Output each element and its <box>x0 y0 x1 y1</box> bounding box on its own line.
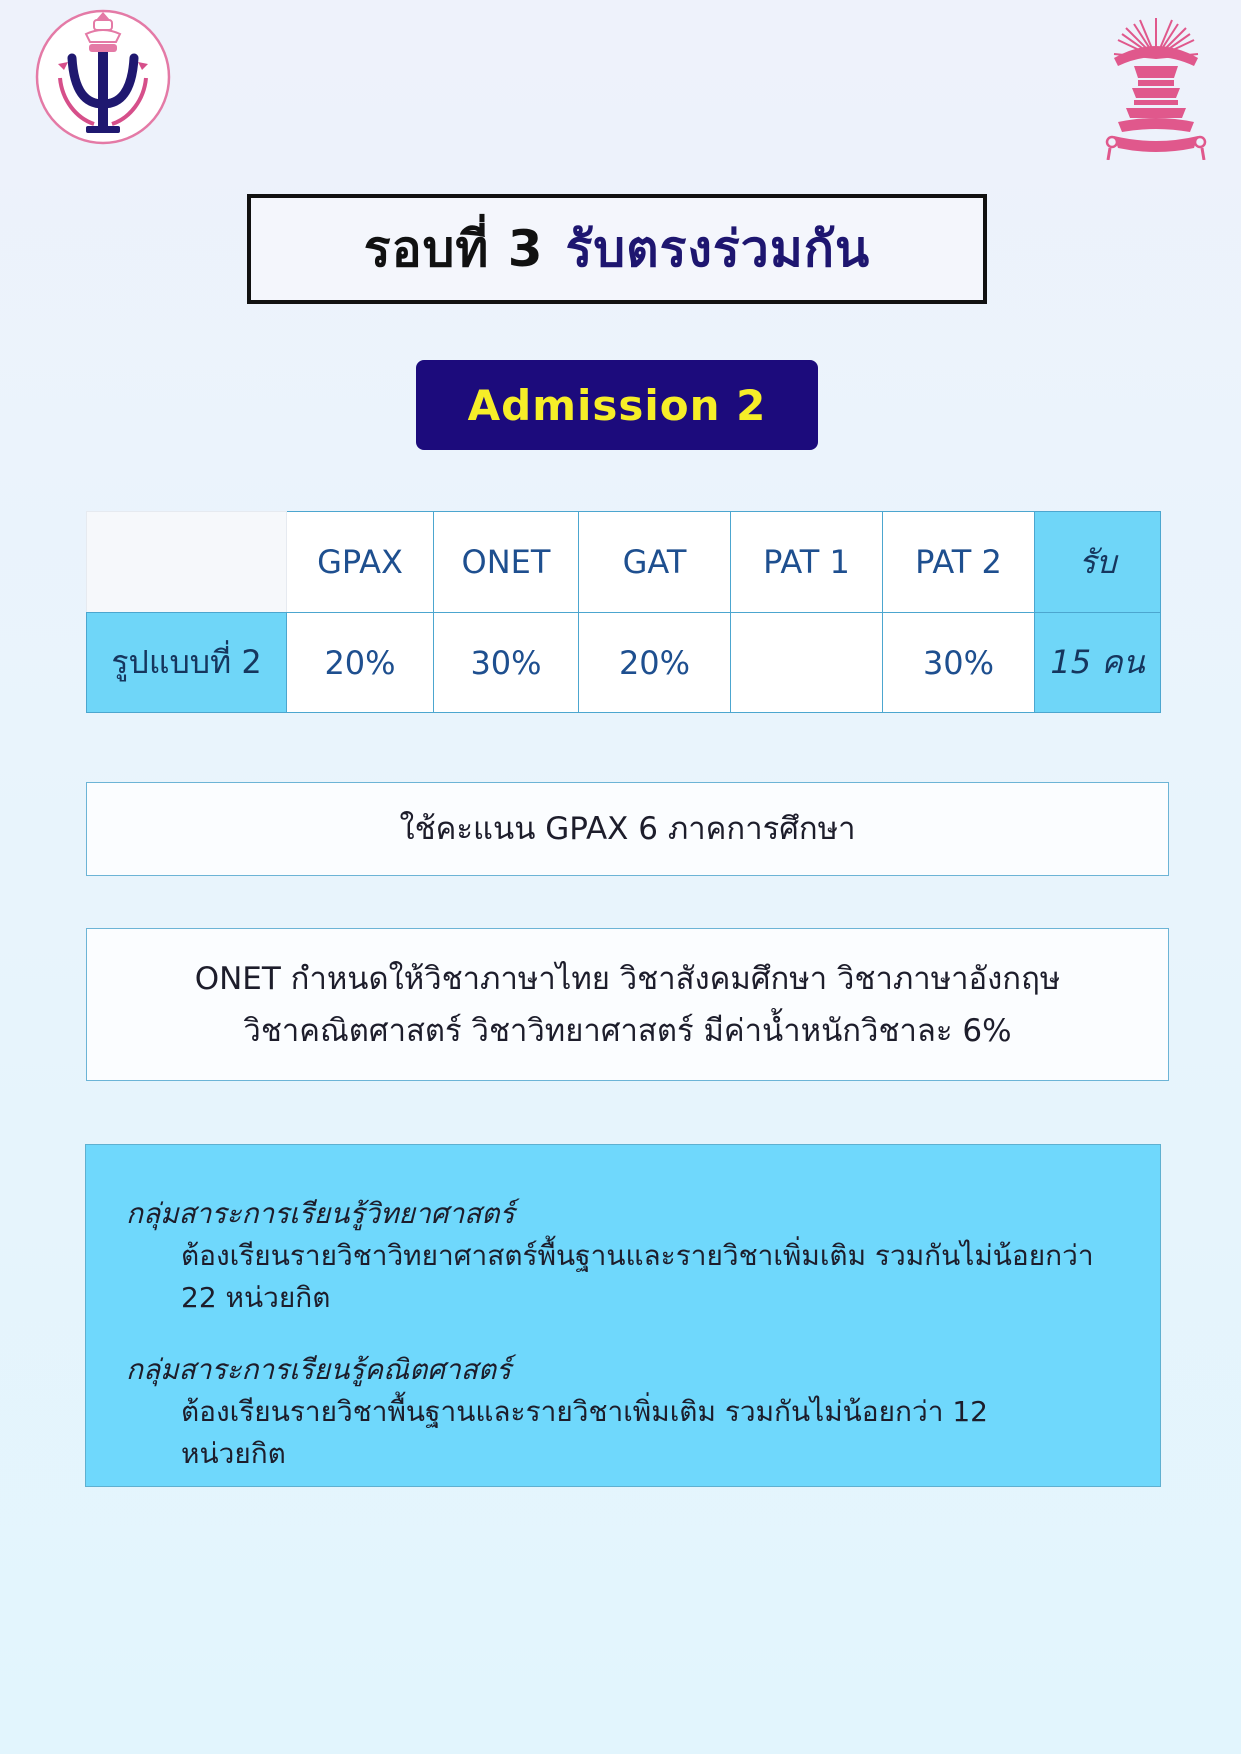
page-title <box>247 194 987 304</box>
header-gpax: GPAX <box>287 512 434 613</box>
header-gat: GAT <box>579 512 731 613</box>
cell-pat2: 30% <box>883 613 1035 713</box>
onet-note-line2: วิชาคณิตศาสตร์ วิชาวิทยาศาสตร์ มีค่าน้ำหนักวิชาละ 6% <box>243 1012 1012 1049</box>
requirement-text: ต้องเรียนรายวิชาวิทยาศาสตร์พื้นฐานและรายวิชาเพิ่มเติม รวมกันไม่น้อยกว่า 22 หน่วยกิต <box>181 1239 1094 1314</box>
requirement-science <box>126 1193 1160 1319</box>
table-row <box>87 613 1161 713</box>
cell-accept-count: 15 คน <box>1035 613 1161 713</box>
gpax-note <box>86 782 1169 876</box>
course-requirements <box>85 1144 1161 1487</box>
requirement-text: ต้องเรียนรายวิชาพื้นฐานและรายวิชาเพิ่มเติม รวมกันไม่น้อยกว่า 12 หน่วยกิต <box>181 1395 988 1470</box>
row-label: รูปแบบที่ 2 <box>87 613 287 713</box>
onet-note <box>86 928 1169 1081</box>
header-pat1: PAT 1 <box>731 512 883 613</box>
header-pat2: PAT 2 <box>883 512 1035 613</box>
title-round: รอบที่ 3 <box>363 219 544 278</box>
cell-pat1 <box>731 613 883 713</box>
cell-gpax: 20% <box>287 613 434 713</box>
table-corner-cell <box>87 512 287 613</box>
requirement-heading: กลุ่มสาระการเรียนรู้คณิตศาสตร์ <box>126 1353 512 1386</box>
chula-phra-kiao-emblem-icon <box>1104 14 1208 160</box>
requirement-math <box>126 1349 1160 1475</box>
requirement-heading: กลุ่มสาระการเรียนรู้วิทยาศาสตร์ <box>126 1197 515 1230</box>
psychology-psi-logo-icon <box>34 8 172 146</box>
cell-gat: 20% <box>579 613 731 713</box>
title-program: รับตรงร่วมกัน <box>565 219 871 278</box>
score-weight-table <box>86 511 1161 713</box>
header-accept: รับ <box>1035 512 1161 613</box>
gpax-note-text: ใช้คะแนน GPAX 6 ภาคการศึกษา <box>399 811 856 847</box>
cell-onet: 30% <box>434 613 579 713</box>
admission-badge: Admission 2 <box>416 360 818 450</box>
onet-note-line1: ONET กำหนดให้วิชาภาษาไทย วิชาสังคมศึกษา วิชาภาษาอังกฤษ <box>194 960 1061 997</box>
header-onet: ONET <box>434 512 579 613</box>
table-header-row <box>87 512 1161 613</box>
